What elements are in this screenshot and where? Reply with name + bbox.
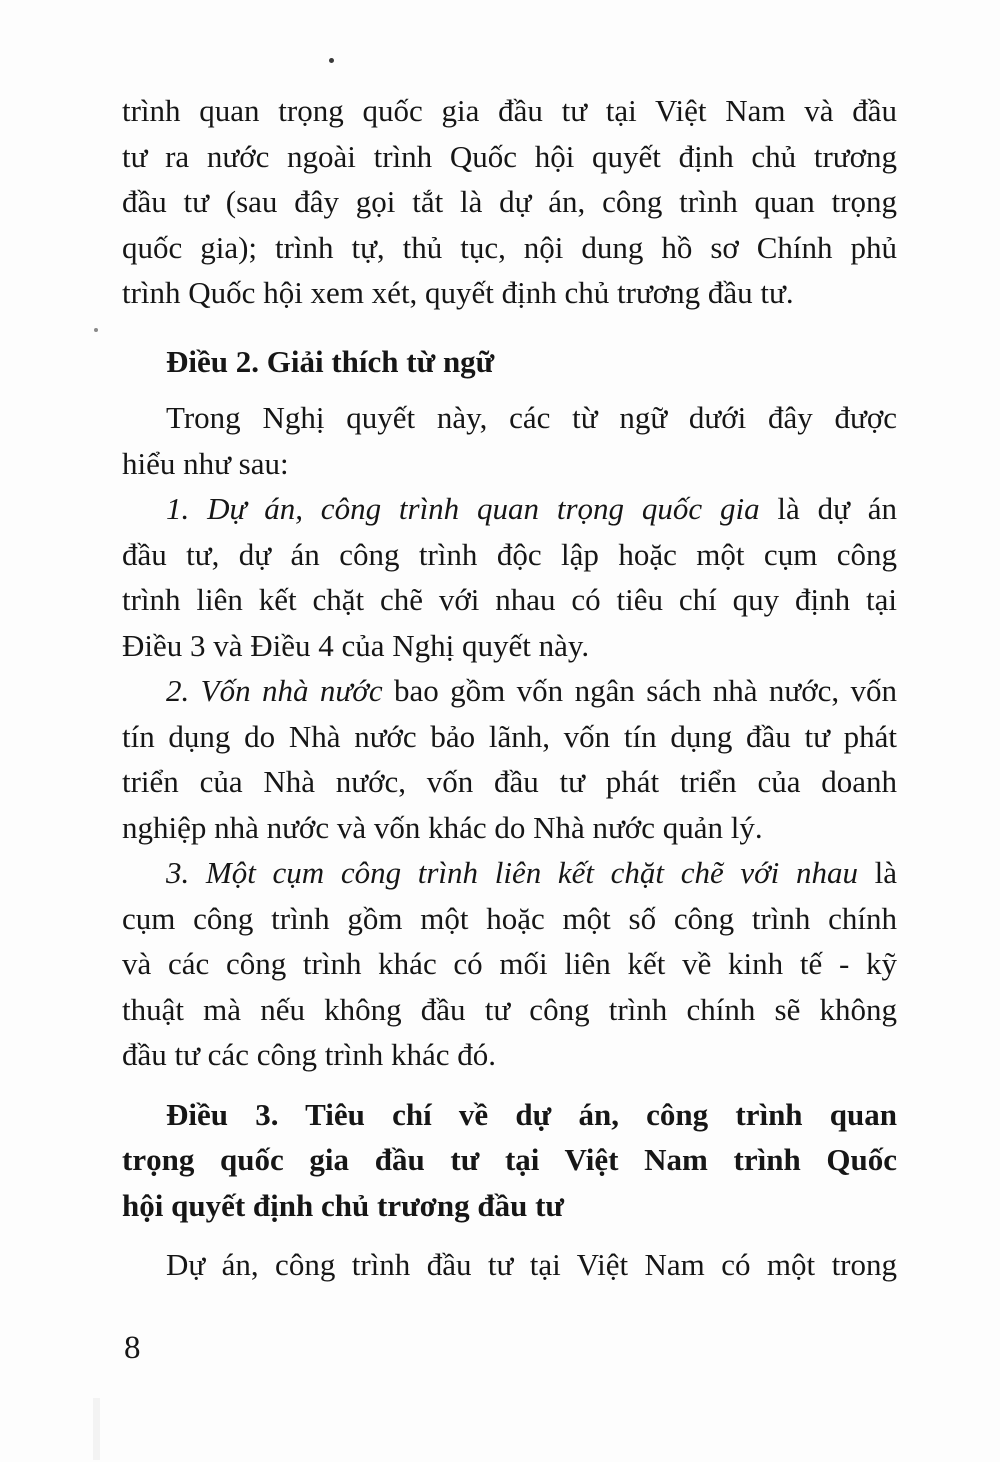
page-number: 8 bbox=[124, 1329, 141, 1366]
definition-text: bao gồm vốn ngân sách nhà nước, vốn bbox=[382, 673, 897, 708]
text-line: đầu tư, dự án công trình độc lập hoặc một cụm công bbox=[122, 536, 897, 572]
definition-text: là bbox=[857, 855, 898, 890]
text-line: trình Quốc hội xem xét, quyết định chủ trương đầu tư. bbox=[122, 275, 794, 310]
text-line: trình quan trọng quốc gia đầu tư tại Việt Nam và đầu bbox=[122, 93, 897, 128]
text-line: triển của Nhà nước, vốn đầu tư phát triển của doanh bbox=[122, 764, 897, 799]
text-line: tín dụng do Nhà nước bảo lãnh, vốn tín dụng đầu tư phát bbox=[122, 718, 897, 754]
heading-line: hội quyết định chủ trương đầu tư bbox=[122, 1187, 564, 1223]
definition-first-line bbox=[122, 486, 897, 532]
text-line: trình liên kết chặt chẽ với nhau có tiêu chí quy định tại bbox=[122, 582, 897, 617]
definition-number: 2. bbox=[166, 673, 201, 708]
article-3-heading bbox=[122, 1092, 897, 1229]
text-line: thuật mà nếu không đầu tư công trình chính sẽ không bbox=[122, 991, 897, 1027]
paragraph-intro-continued bbox=[122, 88, 897, 316]
heading-line: Điều 3. Tiêu chí về dự án, công trình quan bbox=[166, 1096, 897, 1132]
definition-first-line bbox=[122, 850, 897, 896]
definition-first-line bbox=[122, 668, 897, 714]
scan-speck bbox=[94, 328, 98, 332]
scan-smudge bbox=[93, 1398, 100, 1460]
text-line: và các công trình khác có mối liên kết về kinh tế - kỹ bbox=[122, 946, 897, 981]
text-line: đầu tư các công trình khác đó. bbox=[122, 1037, 497, 1072]
definition-item-1 bbox=[122, 486, 897, 668]
article-3-body-paragraph bbox=[122, 1242, 897, 1288]
text-line: Điều 3 và Điều 4 của Nghị quyết này. bbox=[122, 627, 590, 663]
text-line: đầu tư (sau đây gọi tắt là dự án, công trình quan trọng bbox=[122, 184, 897, 219]
definition-item-3 bbox=[122, 850, 897, 1078]
defined-term: Dự án, công trình quan trọng quốc gia bbox=[207, 491, 760, 526]
definition-number: 1. bbox=[166, 491, 208, 526]
text-line: cụm công trình gồm một hoặc một số công trình chính bbox=[122, 900, 897, 936]
defined-term: Vốn nhà nước bbox=[200, 673, 383, 708]
scan-speck bbox=[329, 58, 334, 63]
definition-number: 3. bbox=[166, 855, 206, 890]
text-line: nghiệp nhà nước và vốn khác do Nhà nước quản lý. bbox=[122, 809, 763, 845]
article-2-heading: Điều 2. Giải thích từ ngữ bbox=[166, 343, 495, 379]
definition-text: là dự án bbox=[759, 491, 898, 526]
article-2-intro-paragraph bbox=[122, 395, 897, 486]
text-line: Dự án, công trình đầu tư tại Việt Nam có một trong bbox=[166, 1247, 897, 1282]
text-line: quốc gia); trình tự, thủ tục, nội dung hồ sơ Chính phủ bbox=[122, 229, 897, 265]
defined-term: Một cụm công trình liên kết chặt chẽ với nhau bbox=[205, 855, 858, 890]
text-line: Trong Nghị quyết này, các từ ngữ dưới đây được bbox=[166, 400, 897, 435]
heading-line: trọng quốc gia đầu tư tại Việt Nam trình Quốc bbox=[122, 1142, 897, 1177]
definition-item-2 bbox=[122, 668, 897, 850]
text-line: hiểu như sau: bbox=[122, 445, 289, 481]
text-line: tư ra nước ngoài trình Quốc hội quyết định chủ trương bbox=[122, 138, 897, 174]
